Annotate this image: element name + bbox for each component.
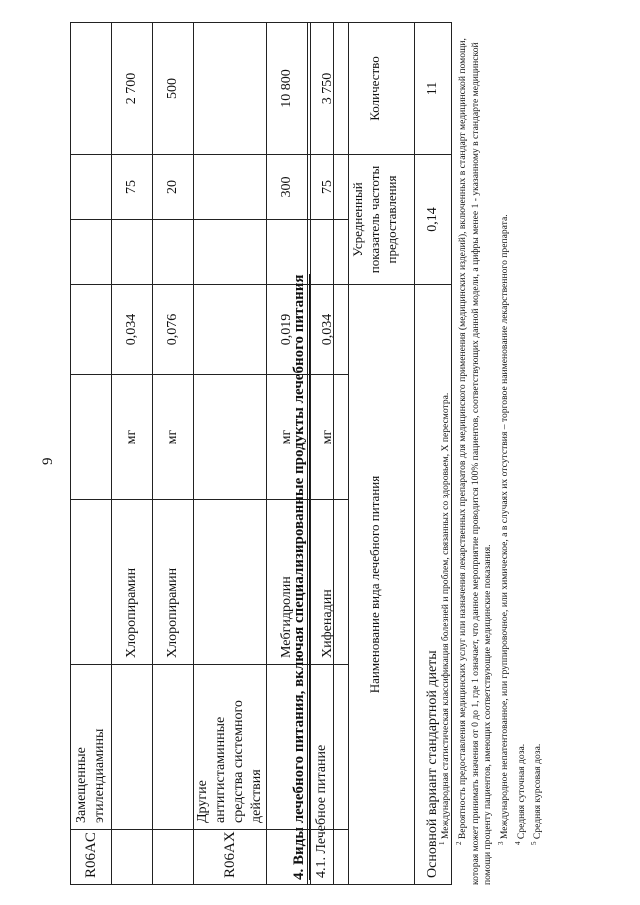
drug-group (153, 665, 194, 830)
probability: 0,076 (153, 285, 194, 375)
table-row (112, 23, 153, 885)
course-dose: 10 800 (267, 23, 308, 155)
daily-dose: 300 (267, 155, 308, 220)
footnote-5: $^5$ Средняя курсовая доза. (530, 743, 544, 845)
footnote-1: $^1$ Международная статистическая классификация болезней и проблем, связанных со здоровьем, X пересмотра. (438, 392, 452, 845)
nutrition-table (310, 22, 452, 885)
daily-dose: 20 (153, 155, 194, 220)
table-row (71, 23, 112, 885)
drug-group: Замещенные этилендиамины (71, 665, 112, 830)
drug-name (194, 500, 267, 665)
daily-dose: 75 (112, 155, 153, 220)
atc-code: R06AX (194, 830, 267, 885)
atc-code (153, 830, 194, 885)
diet-frequency: 0,14 (415, 155, 452, 285)
daily-dose (194, 155, 267, 220)
section-heading: 4. Виды лечебного питания, включая специализированные продукты лечебного питания (291, 274, 310, 880)
atc-code (112, 830, 153, 885)
footnote-3: $^3$ Международное непатентованное, или группировочное, или химическое, а в случаях их отсутствия – торговое наименование лекарственного препарата. (496, 214, 510, 845)
unit (194, 375, 267, 500)
probability: 0,034 (308, 285, 349, 375)
course-dose (71, 23, 112, 155)
drug-name: Хифенадин (308, 500, 349, 665)
empty-cell (71, 220, 112, 285)
drug-group (112, 665, 153, 830)
header-frequency: Усредненный показатель частоты предоставления (334, 155, 415, 285)
course-dose: 500 (153, 23, 194, 155)
probability (71, 285, 112, 375)
drug-name: Мебгидролин (267, 500, 308, 665)
empty-cell (153, 220, 194, 285)
drug-name: Хлоропирамин (153, 500, 194, 665)
table-row (153, 23, 194, 885)
page-number: 9 (40, 457, 56, 465)
empty-cell (112, 220, 153, 285)
diet-quantity: 11 (415, 22, 452, 154)
probability: 0,019 (267, 285, 308, 375)
header-quantity: Количество (334, 22, 415, 154)
empty-cell (194, 220, 267, 285)
probability (194, 285, 267, 375)
footnotes (436, 25, 545, 885)
unit: мг (308, 375, 349, 500)
course-dose: 2 700 (112, 23, 153, 155)
subsection-title: 4.1. Лечебное питание (311, 22, 334, 884)
unit: мг (153, 375, 194, 500)
daily-dose: 75 (308, 155, 349, 220)
daily-dose (71, 155, 112, 220)
drug-name: Хлоропирамин (112, 500, 153, 665)
drug-group: Другие антигистаминные средства системного действия (194, 665, 267, 830)
probability: 0,034 (112, 285, 153, 375)
diet-name: Основной вариант стандартной диеты (415, 285, 452, 885)
table-row (194, 23, 267, 885)
footnote-2: $^2$ Вероятность предоставления медицинских услуг или назначения лекарственных препаратов для медицинского применения (медицинских изделий), включенных в стандарт медицинской помощи, которая может принимать значения от 0 до 1, где 1 означает, что данное мероприятие проводится 100% пациентов, соответствующих данной модели, а цифры менее 1 - указанному в стандарте медицинской помощи проценту пациентов, имеющих соответствующие медицинские показания. (454, 38, 494, 885)
unit (71, 375, 112, 500)
drug-name (71, 500, 112, 665)
header-name: Наименование вида лечебного питания (334, 285, 415, 885)
atc-code: R06AC (71, 830, 112, 885)
footnote-4: $^4$ Средняя суточная доза. (513, 743, 527, 845)
course-dose: 3 750 (308, 23, 349, 155)
unit: мг (267, 375, 308, 500)
unit: мг (112, 375, 153, 500)
course-dose (194, 23, 267, 155)
